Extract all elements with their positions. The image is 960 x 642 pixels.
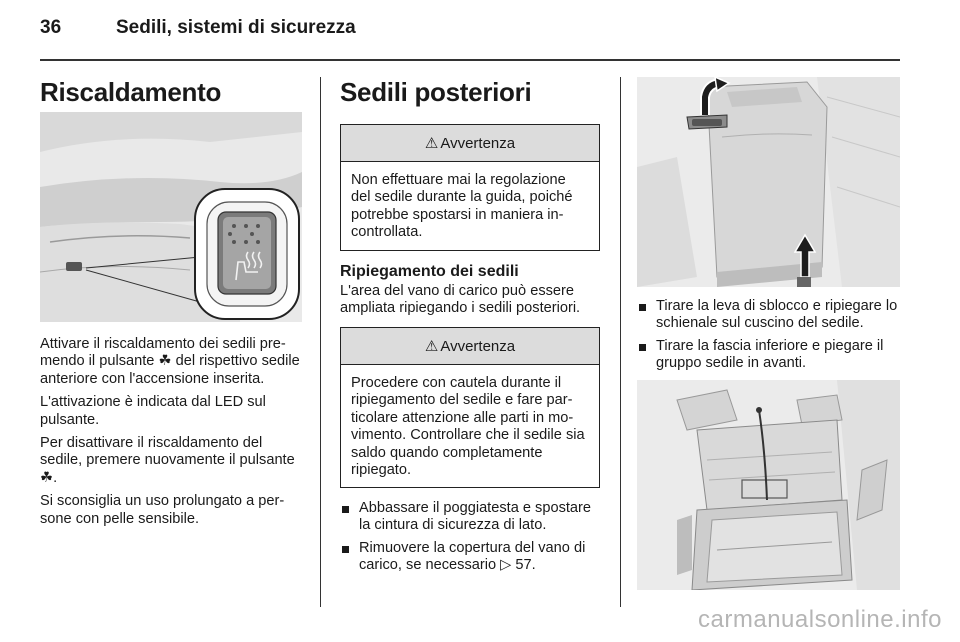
bullet-text: Tirare la leva di sblocco e ripiegare lo schienale sul cuscino del sedile.: [656, 298, 898, 332]
page-number: 36: [40, 17, 62, 38]
warning-icon: ⚠: [424, 338, 439, 355]
column-divider-1: [320, 77, 321, 607]
heating-paragraph-4: Si sconsiglia un uso prolungato a persone con pelle sensibile.: [40, 493, 285, 527]
heating-paragraph-1: Attivare il riscaldamento dei sedili premendo il pulsante ☘ del rispettivo sedile anteriore con l'accensione inserita.: [40, 336, 300, 387]
seat-heating-illustration: [40, 112, 302, 322]
middle-bullet-list: [340, 500, 606, 580]
bullet-square-icon: [639, 304, 646, 311]
warning-text-1: Non effettuare mai la regolazione del sedile durante la guida, poiché potrebbe spostarsi in maniera incontrollata.: [351, 172, 573, 241]
list-item: [637, 338, 903, 373]
list-item: [340, 500, 606, 535]
bullet-square-icon: [342, 546, 349, 553]
right-bullet-list: [637, 298, 903, 378]
seat-release-lever-illustration: [637, 77, 900, 287]
bullet-text: Tirare la fascia inferiore e piegare il gruppo sedile in avanti.: [656, 337, 884, 372]
warning-box-2: [340, 327, 600, 488]
warning-title-1: Avvertenza: [440, 134, 516, 152]
heating-text: [40, 336, 306, 534]
seat-release-drawing: [637, 77, 900, 287]
section-heading-rear-seats: Sedili posteriori: [340, 77, 532, 107]
subheading-folding: Ripiegamento dei sedili: [340, 263, 519, 280]
heating-paragraph-2: L'attivazione è indicata dal LED sul pulsante.: [40, 394, 266, 428]
seat-heating-drawing: [40, 112, 302, 322]
list-item: [637, 298, 903, 333]
section-heading-heating: Riscaldamento: [40, 77, 222, 107]
header-divider: [40, 59, 900, 61]
list-item: [340, 540, 606, 575]
bullet-text: Rimuovere la copertura del vano di carico, se necessario ▷ 57.: [359, 539, 586, 574]
folding-intro: L'area del vano di carico può essere ampliata ripiegando i sedili posteriori.: [340, 283, 581, 317]
warning-header-2: [341, 328, 599, 365]
running-header-title: Sedili, sistemi di sicurezza: [116, 17, 356, 38]
warning-icon: ⚠: [424, 135, 439, 152]
bullet-text: Abbassare il poggiatesta e spostare la cintura di sicurezza di lato.: [359, 500, 592, 534]
warning-header-1: [341, 125, 599, 162]
seat-folding-illustration: [637, 380, 900, 590]
seat-folding-drawing: [637, 380, 900, 590]
warning-box-1: [340, 124, 600, 251]
watermark: carmanualsonline.info: [698, 606, 942, 633]
column-divider-2: [620, 77, 621, 607]
warning-text-2: Procedere con cautela durante il ripiegamento del sedile e fare particolare attenzione alle parti in movimento. Controllare che il sedile sia saldo quando completamente ripiegato.: [351, 375, 585, 479]
bullet-square-icon: [342, 506, 349, 513]
warning-title-2: Avvertenza: [440, 337, 516, 355]
heating-paragraph-3: Per disattivare il riscaldamento del sedile, premere nuovamente il pulsante ☘.: [40, 435, 295, 486]
bullet-square-icon: [639, 344, 646, 351]
